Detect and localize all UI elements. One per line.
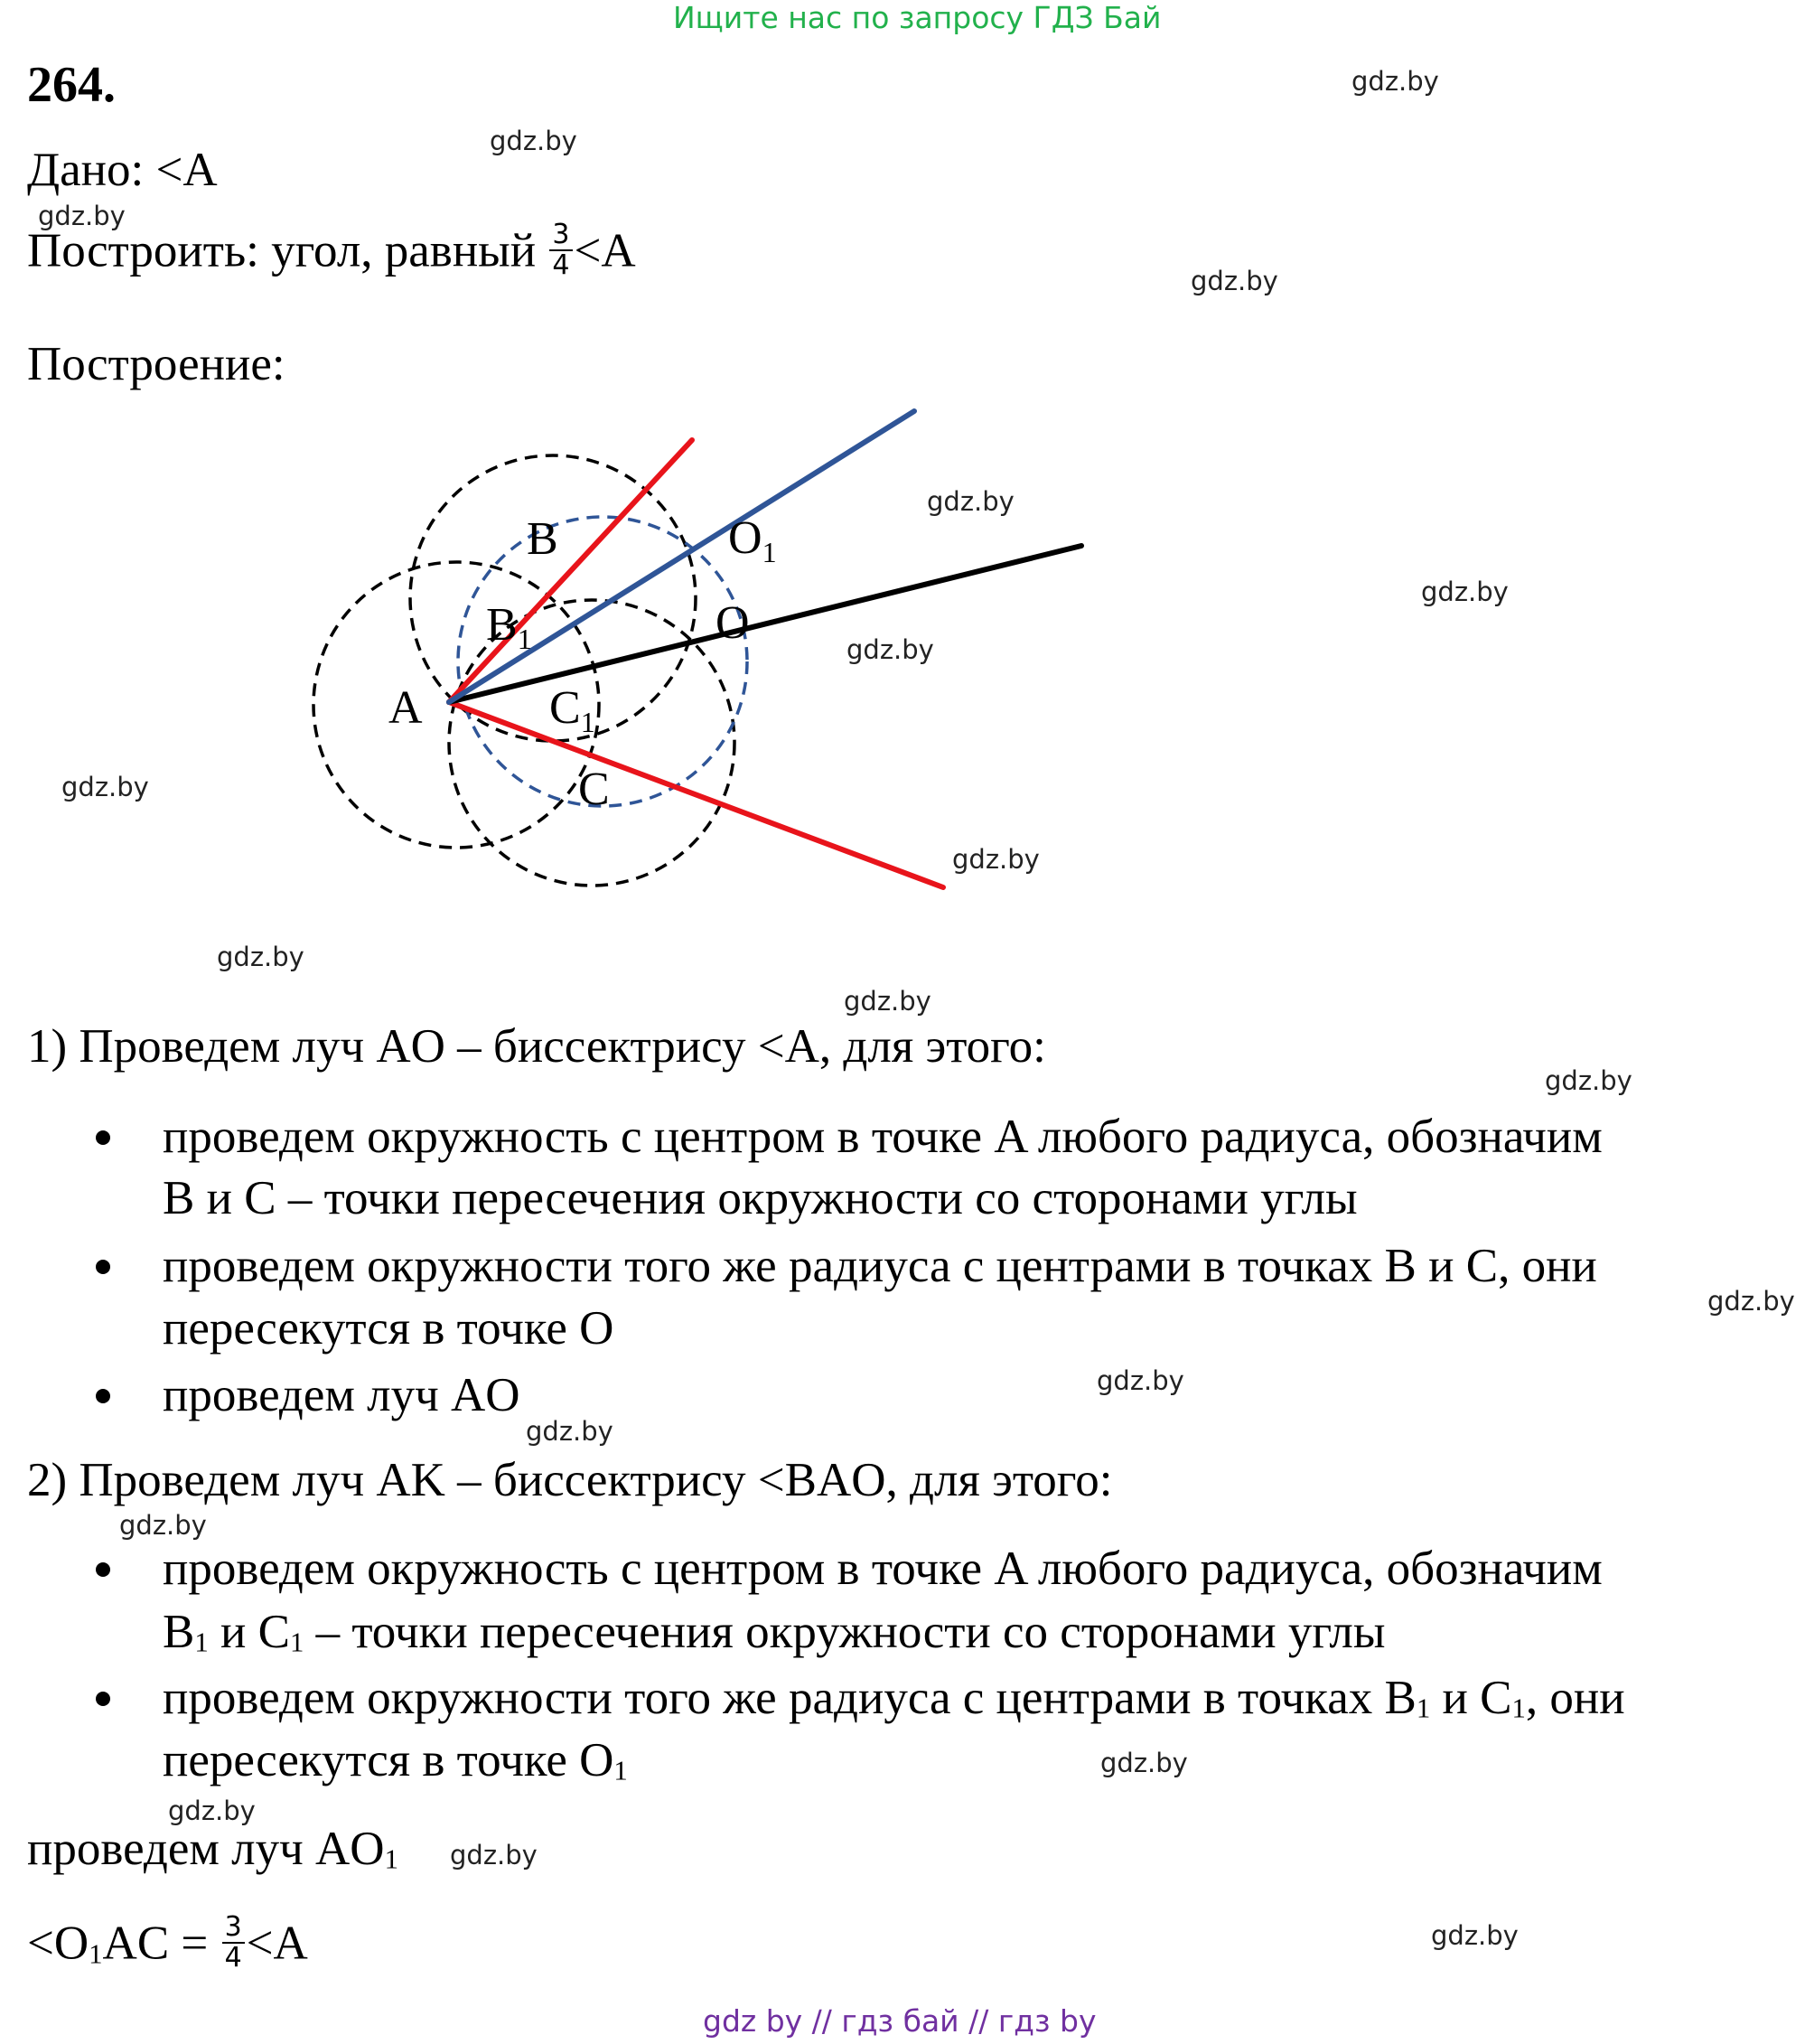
watermark: gdz.by xyxy=(450,1840,538,1871)
watermark: gdz.by xyxy=(927,486,1015,517)
watermark: gdz.by xyxy=(1707,1286,1795,1317)
given-label: Дано: xyxy=(27,144,145,196)
bullet xyxy=(96,1389,110,1403)
watermark: gdz.by xyxy=(217,942,304,972)
given-value: <A xyxy=(155,144,218,196)
task-frac-num: 3 xyxy=(549,220,572,251)
footer-links[interactable]: gdz by // гдз бай // гдз by xyxy=(703,2003,1097,2039)
watermark: gdz.by xyxy=(168,1796,256,1826)
watermark: gdz.by xyxy=(1351,66,1439,97)
problem-number: 264. xyxy=(27,57,116,113)
label-B: B xyxy=(527,513,558,565)
step1-bullet1-line1: проведем окружность с центром в точке A любого радиуса, обозначим xyxy=(163,1111,1603,1163)
label-A: A xyxy=(388,682,423,734)
watermark: gdz.by xyxy=(1545,1065,1632,1096)
watermark: gdz.by xyxy=(1097,1365,1184,1396)
step2-bullet1-line2: $B_1$ и $C_1$ – точки пересечения окружности со сторонами углы xyxy=(163,1606,1386,1658)
step2-bullet2-line1: проведем окружности того же радиуса с центрами в точках $B_1$ и $C_1$, они xyxy=(163,1672,1625,1724)
bullet xyxy=(96,1562,110,1577)
watermark: gdz.by xyxy=(61,772,149,802)
construction-figure xyxy=(0,0,1805,994)
bullet xyxy=(96,1260,110,1274)
construction-label: Построение: xyxy=(27,338,285,390)
label-O: O xyxy=(715,597,750,649)
ray-AC-red xyxy=(449,702,943,887)
search-hint-link[interactable]: Ищите нас по запросу ГДЗ Бай xyxy=(673,0,1162,35)
watermark: gdz.by xyxy=(1431,1920,1519,1951)
watermark: gdz.by xyxy=(1100,1748,1188,1778)
step1-heading: 1) Проведем луч AO – биссектрису <A, для этого: xyxy=(27,1020,1046,1073)
watermark: gdz.by xyxy=(952,844,1040,875)
watermark: gdz.by xyxy=(38,201,126,231)
watermark: gdz.by xyxy=(490,126,577,156)
ray-AO-black xyxy=(449,546,1081,702)
label-C: C xyxy=(578,764,610,815)
step1-bullet3: проведем луч AO xyxy=(163,1369,520,1421)
step1-bullet2-line1: проведем окружности того же радиуса с центрами в точках B и C, они xyxy=(163,1240,1597,1292)
task-label: Построить: угол, равный xyxy=(27,224,537,277)
watermark: gdz.by xyxy=(844,986,931,1017)
step1-bullet2-line2: пересекутся в точке O xyxy=(163,1302,614,1355)
bullet xyxy=(96,1692,110,1706)
result-fraction: $\frac{3}{4}$ xyxy=(222,1913,245,1972)
step2-bullet1-line1: проведем окружность с центром в точке A любого радиуса, обозначим xyxy=(163,1542,1603,1595)
task-tail: <A xyxy=(574,224,636,277)
bullet xyxy=(96,1130,110,1145)
watermark: gdz.by xyxy=(1191,266,1278,296)
task-frac-den: 4 xyxy=(552,248,570,281)
step2-heading: 2) Проведем луч AK – биссектрису <BAO, для этого: xyxy=(27,1454,1113,1506)
watermark: gdz.by xyxy=(846,634,934,665)
label-C1: C1 xyxy=(549,682,595,738)
step1-bullet1-line2: B и C – точки пересечения окружности со сторонами углы xyxy=(163,1172,1358,1224)
watermark: gdz.by xyxy=(1421,577,1509,607)
label-O1: O1 xyxy=(728,512,777,568)
result-line: $<O_1AC$ = $\frac{3}{4}$ <A xyxy=(27,1911,308,1974)
watermark: gdz.by xyxy=(119,1510,207,1541)
step3-line: проведем луч $AO_1$ xyxy=(27,1823,398,1875)
step2-bullet2-line2: пересекутся в точке $O_1$ xyxy=(163,1734,628,1786)
label-B1: B1 xyxy=(486,599,532,655)
watermark: gdz.by xyxy=(526,1416,613,1447)
